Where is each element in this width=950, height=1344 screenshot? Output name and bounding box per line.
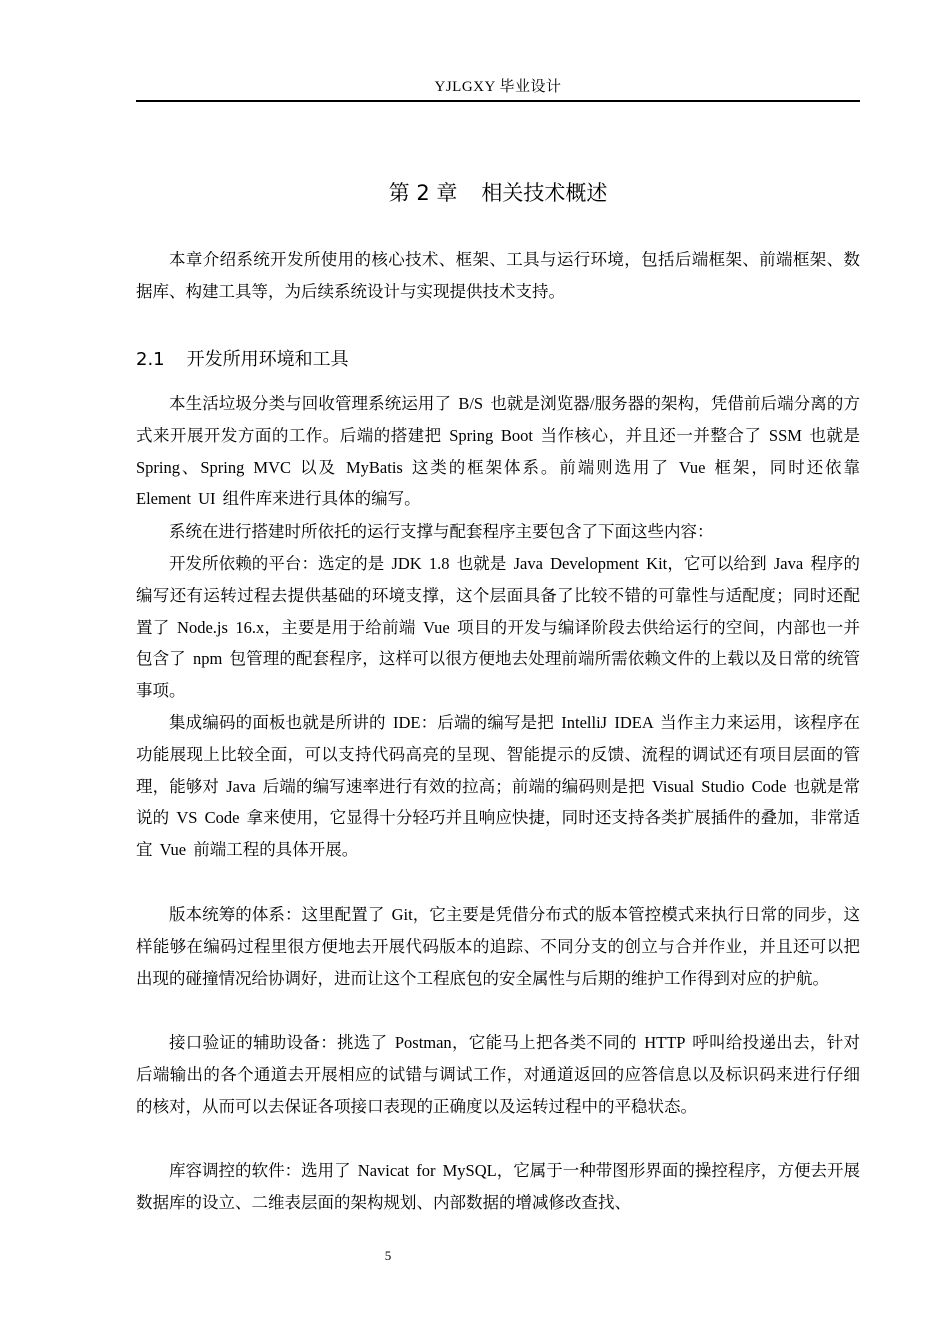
header-rule xyxy=(136,100,860,102)
chapter-title-text: 相关技术概述 xyxy=(481,181,608,205)
body-paragraph-ide: 集成编码的面板也就是所讲的 IDE：后端的编写是把 IntelliJ IDEA 当作主力来运用，该程序在功能展现上比较全面，可以支持代码高亮的呈现、智能提示的反馈、流程的调试还有项目层面的管理，能够对 Java 后端的编写速率进行有效的拉高；前端的编码则是把 Visual Studio Code 也就是常说的 VS Code 拿来使用，它显得十分轻巧并且响应快捷，同时还支持各类扩展插件的叠加，非常适宜 Vue 前端工程的具体开展。 xyxy=(136,713,860,860)
section-heading xyxy=(136,345,349,375)
body-paragraph-architecture: 本生活垃圾分类与回收管理系统运用了 B/S 也就是浏览器/服务器的架构，凭借前后端分离的方式来开展开发方面的工作。后端的搭建把 Spring Boot 当作核心，并且还一并整合了 SSM 也就是 Spring、Spring MVC 以及 MyBatis 这类的框架体系。前端则选用了 Vue 框架，同时还依靠 Element UI 组件库来进行具体的编写。 xyxy=(136,394,860,509)
chapter-title xyxy=(136,177,860,209)
section-number: 2.1 xyxy=(136,349,165,370)
section-title: 开发所用环境和工具 xyxy=(186,349,349,370)
intro-paragraph: 本章介绍系统开发所使用的核心技术、框架、工具与运行环境，包括后端框架、前端框架、数据库、构建工具等，为后续系统设计与实现提供技术支持。 xyxy=(136,250,860,301)
body-paragraph-platform: 开发所依赖的平台：选定的是 JDK 1.8 也就是 Java Development Kit，它可以给到 Java 程序的编写还有运转过程去提供基础的环境支撑，这个层面具备了比较不错的可靠性与适配度；同时还配置了 Node.js 16.x，主要是用于给前端 Vue 项目的开发与编译阶段去供给运行的空间，内部也一并包含了 npm 包管理的配套程序，这样可以很方便地去处理前端所需依赖文件的上载以及日常的统管事项。 xyxy=(136,554,860,701)
body-paragraph-environment-intro: 系统在进行搭建时所依托的运行支撑与配套程序主要包含了下面这些内容： xyxy=(169,522,714,541)
running-header: YJLGXY 毕业设计 xyxy=(434,79,562,95)
body-paragraph-version-control: 版本统筹的体系：这里配置了 Git，它主要是凭借分布式的版本管控模式来执行日常的同步，这样能够在编码过程里很方便地去开展代码版本的追踪、不同分支的创立与合并作业，并且还可以把出现的碰撞情况给协调好，进而让这个工程底包的安全属性与后期的维护工作得到对应的护航。 xyxy=(136,905,860,988)
body-paragraph-api-testing: 接口验证的辅助设备：挑选了 Postman，它能马上把各类不同的 HTTP 呼叫给投递出去，针对后端输出的各个通道去开展相应的试错与调试工作，对通道返回的应答信息以及标识码来进行仔细的核对，从而可以去保证各项接口表现的正确度以及运转过程中的平稳状态。 xyxy=(136,1033,860,1116)
body-paragraph-database-tool: 库容调控的软件：选用了 Navicat for MySQL，它属于一种带图形界面的操控程序，方便去开展数据库的设立、二维表层面的架构规划、内部数据的增减修改查找、 xyxy=(136,1161,860,1212)
page-number: 5 xyxy=(384,1248,392,1263)
chapter-number: 第 2 章 xyxy=(388,181,458,205)
